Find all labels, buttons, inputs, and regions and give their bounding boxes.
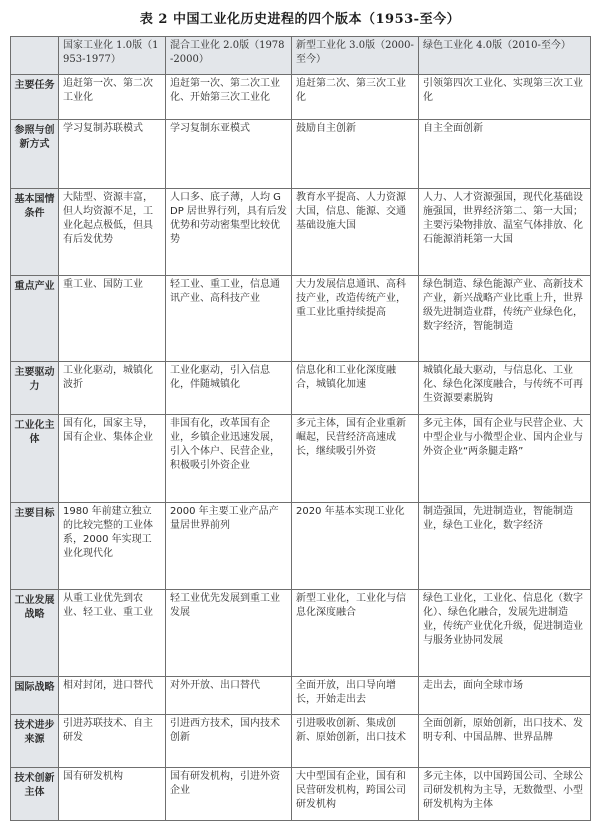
table-row bbox=[11, 120, 591, 189]
table-cell: 制造强国，先进制造业，智能制造业，绿色工业化，数字经济 bbox=[419, 503, 591, 590]
table-row bbox=[11, 503, 591, 590]
row-label: 技术进步来源 bbox=[11, 715, 59, 768]
table-row bbox=[11, 276, 591, 362]
row-label: 重点产业 bbox=[11, 276, 59, 362]
table-cell: 国有研发机构，引进外资企业 bbox=[166, 768, 292, 821]
table-cell: 轻工业、重工业，信息通讯产业、高科技产业 bbox=[166, 276, 292, 362]
table-row bbox=[11, 715, 591, 768]
table-cell: 绿色制造、绿色能源产业、高新技术产业，新兴战略产业比重上升，世界级先进制造业群，传统产业绿色化，数字经济，智能制造 bbox=[419, 276, 591, 362]
row-label: 国际战略 bbox=[11, 677, 59, 715]
row-label: 基本国情条件 bbox=[11, 189, 59, 276]
table-row bbox=[11, 189, 591, 276]
row-label: 技术创新主体 bbox=[11, 768, 59, 821]
table-row bbox=[11, 75, 591, 120]
table-cell: 引进西方技术，国内技术创新 bbox=[166, 715, 292, 768]
table-row bbox=[11, 362, 591, 415]
industrialization-table bbox=[10, 36, 591, 821]
table-cell: 学习复制苏联模式 bbox=[59, 120, 166, 189]
table-cell: 引进苏联技术、自主研发 bbox=[59, 715, 166, 768]
table-cell: 重工业、国防工业 bbox=[59, 276, 166, 362]
row-label: 主要目标 bbox=[11, 503, 59, 590]
table-title: 表 2 中国工业化历史进程的四个版本（1953-至今） bbox=[139, 12, 461, 27]
table-cell: 2000 年主要工业产品产量居世界前列 bbox=[166, 503, 292, 590]
table-cell: 从重工业优先到农业、轻工业、重工业 bbox=[59, 590, 166, 677]
table-cell: 追赶第一次、第二次工业化 bbox=[59, 75, 166, 120]
table-cell: 学习复制东亚模式 bbox=[166, 120, 292, 189]
header-version-2: 混合工业化 2.0版（1978-2000） bbox=[166, 37, 292, 75]
table-cell: 教育水平提高、人力资源大国，信息、能源、交通基础设施大国 bbox=[292, 189, 419, 276]
table-cell: 轻工业优先发展到重工业发展 bbox=[166, 590, 292, 677]
table-cell: 1980 年前建立独立的比较完整的工业体系，2000 年实现工业化现代化 bbox=[59, 503, 166, 590]
table-cell: 信息化和工业化深度融合，城镇化加速 bbox=[292, 362, 419, 415]
header-version-1: 国家工业化 1.0版（1953-1977） bbox=[59, 37, 166, 75]
table-row bbox=[11, 768, 591, 821]
table-row bbox=[11, 677, 591, 715]
header-row bbox=[11, 37, 591, 75]
table-row bbox=[11, 590, 591, 677]
table-cell: 鼓励自主创新 bbox=[292, 120, 419, 189]
row-label: 工业化主体 bbox=[11, 415, 59, 503]
table-cell: 2020 年基本实现工业化 bbox=[292, 503, 419, 590]
table-cell: 国有研发机构 bbox=[59, 768, 166, 821]
table-cell: 全面开放，出口导向增长，开始走出去 bbox=[292, 677, 419, 715]
table-cell: 城镇化最大驱动，与信息化、工业化、绿色化深度融合，与传统不可再生资源要素脱钩 bbox=[419, 362, 591, 415]
header-version-4: 绿色工业化 4.0版（2010-至今） bbox=[419, 37, 591, 75]
header-version-3: 新型工业化 3.0版（2000-至今） bbox=[292, 37, 419, 75]
table-cell: 工业化驱动，城镇化波折 bbox=[59, 362, 166, 415]
table-cell: 大中型国有企业，国有和民营研发机构，跨国公司研发机构 bbox=[292, 768, 419, 821]
table-cell: 人口多、底子薄，人均 GDP 居世界行列，具有后发优势和劳动密集型比较优势 bbox=[166, 189, 292, 276]
table-cell: 多元主体，国有企业与民营企业、大中型企业与小微型企业、国内企业与外资企业“两条腿走路” bbox=[419, 415, 591, 503]
header-corner bbox=[11, 37, 59, 75]
table-row bbox=[11, 415, 591, 503]
table-cell: 国有化，国家主导，国有企业、集体企业 bbox=[59, 415, 166, 503]
table-cell: 自主全面创新 bbox=[419, 120, 591, 189]
table-cell: 追赶第二次、第三次工业化 bbox=[292, 75, 419, 120]
row-label: 参照与创新方式 bbox=[11, 120, 59, 189]
row-label: 工业发展战略 bbox=[11, 590, 59, 677]
table-cell: 引领第四次工业化、实现第三次工业化 bbox=[419, 75, 591, 120]
table-cell: 人力、人才资源强国，现代化基础设施强国，世界经济第二、第一大国；主要污染物排放、温室气体排放、化石能源消耗第一大国 bbox=[419, 189, 591, 276]
table-cell: 全面创新，原始创新，出口技术、发明专利、中国品牌、世界品牌 bbox=[419, 715, 591, 768]
table-cell: 对外开放、出口替代 bbox=[166, 677, 292, 715]
table-cell: 追赶第一次、第二次工业化、开始第三次工业化 bbox=[166, 75, 292, 120]
table-cell: 多元主体，以中国跨国公司、全球公司研发机构为主导，无数微型、小型研发机构为主体 bbox=[419, 768, 591, 821]
table-cell: 绿色工业化，工业化、信息化（数字化）、绿色化融合，发展先进制造业，传统产业优化升级，促进制造业与服务业协同发展 bbox=[419, 590, 591, 677]
row-label: 主要驱动力 bbox=[11, 362, 59, 415]
table-cell: 新型工业化，工业化与信息化深度融合 bbox=[292, 590, 419, 677]
row-label: 主要任务 bbox=[11, 75, 59, 120]
table-cell: 引进吸收创新、集成创新、原始创新，出口技术 bbox=[292, 715, 419, 768]
table-cell: 大陆型、资源丰富，但人均资源不足，工业化起点极低，但具有后发优势 bbox=[59, 189, 166, 276]
table-cell: 大力发展信息通讯、高科技产业，改造传统产业，重工业比重持续提高 bbox=[292, 276, 419, 362]
table-cell: 非国有化，改革国有企业，乡镇企业迅速发展，引入个体户、民营企业，积极吸引外资企业 bbox=[166, 415, 292, 503]
table-cell: 走出去，面向全球市场 bbox=[419, 677, 591, 715]
table-cell: 相对封闭，进口替代 bbox=[59, 677, 166, 715]
table-cell: 工业化驱动，引入信息化，伴随城镇化 bbox=[166, 362, 292, 415]
table-cell: 多元主体，国有企业重新崛起，民营经济高速成长，继续吸引外资 bbox=[292, 415, 419, 503]
